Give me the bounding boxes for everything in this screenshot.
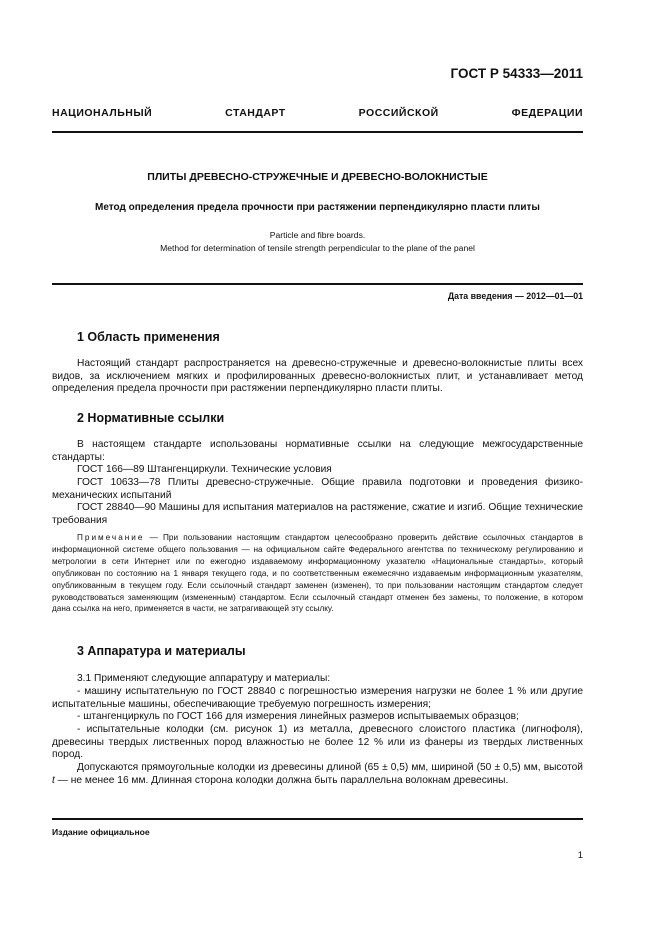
section-3-item-3-1-text: 3.1 Применяют следующие аппаратуру и материалы:: [77, 673, 331, 684]
standard-code: ГОСТ Р 54333—2011: [450, 66, 583, 81]
reference-gost-166-text: ГОСТ 166—89 Штангенциркули. Технические условия: [77, 464, 332, 475]
national-standard-heading: НАЦИОНАЛЬНЫЙ СТАНДАРТ РОССИЙСКОЙ ФЕДЕРАЦИИ: [52, 107, 583, 119]
section-3-rectangular-blocks: [52, 762, 583, 787]
section-2-note: [52, 532, 583, 615]
section-3-caliper: [52, 711, 583, 724]
footer-divider: [52, 818, 583, 820]
blocks-text-part-1: Допускаются прямоугольные колодки из древесины длиной (65 ± 0,5) мм, шириной (50 ± 0,5) мм, высотой: [77, 762, 583, 773]
official-edition-label: Издание официальное: [52, 827, 150, 837]
reference-gost-166: [52, 464, 583, 477]
section-3-test-blocks-text: - испытательные колодки (см. рисунок 1) из металла, древесного слоистого пластика (лигнофоля), древесины твердых лиственных пород влажностью не более 12 % или из фанеры из твердых лиственных пород.: [52, 724, 583, 761]
section-2-intro: [52, 439, 583, 464]
header-divider: [52, 131, 583, 133]
section-3-heading: 3 Аппаратура и материалы: [77, 644, 246, 658]
section-3-testing-machine: [52, 686, 583, 711]
reference-gost-10633: [52, 477, 583, 502]
note-text: — При пользовании настоящим стандартом целесообразно проверить действие ссылочных стандартов в информационной системе общего пользования — на официальном сайте Федерального агентства по техническому регулированию и метрологии в сети Интернет или по ежегодно издаваемому информационному указателю «Национальные стандарты», который опубликован по состоянию на 1 января текущего года, и по соответственным ежемесячно издаваемым информационным указателям, опубликованным в текущем году. Если ссылочный стандарт заменен (изменен), то при пользовании настоящим стандартом следует руководствоваться заменяющим (измененным) стандартом. Если ссылочный стандарт отменен без замены, то положение, в котором дана ссылка на него, применяется в части, не затрагивающей эту ссылку.: [52, 533, 583, 614]
section-1-text: [52, 358, 583, 396]
document-title: ПЛИТЫ ДРЕВЕСНО-СТРУЖЕЧНЫЕ И ДРЕВЕСНО-ВОЛОКНИСТЫЕ: [147, 171, 488, 183]
reference-gost-28840-text: ГОСТ 28840—90 Машины для испытания материалов на растяжение, сжатие и изгиб. Общие технические требования: [52, 502, 583, 526]
title-divider: [52, 283, 583, 285]
section-1-text-content: Настоящий стандарт распространяется на древесно-стружечные и древесно-волокнистые плиты всех видов, за исключением мягких и профилированных древесно-волокнистых плит, и устанавливает метод определения предела прочности при растяжении перпендикулярно пласти плиты.: [52, 358, 583, 395]
english-title: [52, 229, 583, 255]
section-3-caliper-text: - штангенциркуль по ГОСТ 166 для измерения линейных размеров испытываемых образцов;: [77, 711, 519, 722]
blocks-text-part-2: — не менее 16 мм. Длинная сторона колодки должна быть параллельна волокнам древесины.: [54, 774, 509, 786]
section-3-item-3-1: [52, 673, 583, 686]
height-variable: t: [52, 774, 55, 786]
reference-gost-28840: [52, 502, 583, 527]
section-2-heading: 2 Нормативные ссылки: [77, 411, 225, 425]
english-title-line-2: Method for determination of tensile strength perpendicular to the plane of the panel: [160, 243, 475, 253]
section-3-test-blocks: [52, 724, 583, 762]
reference-gost-10633-text: ГОСТ 10633—78 Плиты древесно-стружечные. Общие правила подготовки и проведения физико-механических испытаний: [52, 477, 583, 501]
english-title-line-1: Particle and fibre boards.: [269, 230, 366, 240]
document-subtitle: Метод определения предела прочности при растяжении перпендикулярно пласти плиты: [95, 202, 540, 213]
section-2-intro-content: В настоящем стандарте использованы нормативные ссылки на следующие межгосударственные стандарты:: [52, 439, 583, 463]
introduction-date: Дата введения — 2012—01—01: [447, 291, 583, 301]
page-number: 1: [577, 850, 583, 861]
section-1-heading: 1 Область применения: [77, 330, 220, 344]
section-3-testing-machine-text: - машину испытательную по ГОСТ 28840 с погрешностью измерения нагрузки не более 1 % или другие испытательные машины, обеспечивающие требуемую погрешность измерения;: [52, 686, 583, 710]
note-label: Примечание: [77, 533, 145, 542]
